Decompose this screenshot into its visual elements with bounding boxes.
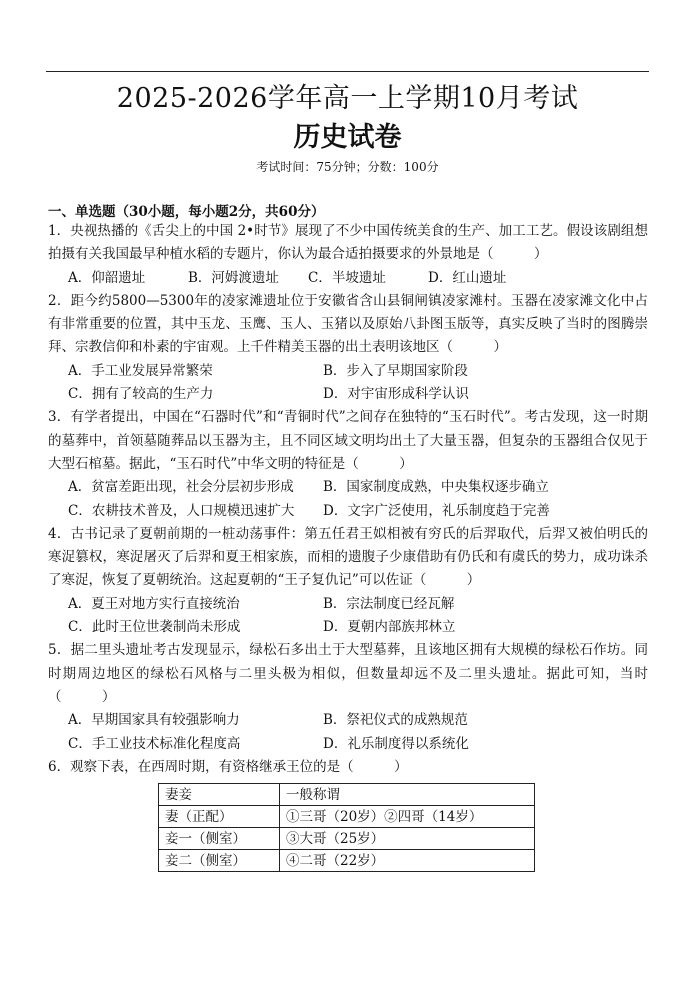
question-4 <box>48 523 648 639</box>
table-cell: ④二哥（22岁） <box>280 850 535 872</box>
exam-title: 2025-2026学年高一上学期10月考试 <box>116 83 579 114</box>
question-6 <box>48 756 648 872</box>
question-text: 1．央视热播的《舌尖上的中国 2•时节》展现了不少中国传统美食的生产、加工工艺。假设该剧组想拍摄有关我国最早种植水稻的专题片，你认为最合适拍摄要求的外景地是（ ） <box>48 223 648 263</box>
options-grid <box>48 593 648 640</box>
option-d[interactable]: D．红山遗址 <box>428 269 507 286</box>
option-a[interactable]: A．手工业发展异常繁荣 <box>68 362 213 379</box>
options-grid <box>48 709 648 756</box>
table-row <box>159 828 535 850</box>
option-b[interactable]: B．宗法制度已经瓦解 <box>323 595 455 612</box>
subject-title: 历史试卷 <box>293 122 402 153</box>
question-text: 2．距今约5800—5300年的凌家滩遗址位于安徽省含山县铜闸镇凌家滩村。玉器在凌家滩文化中占有非常重要的位置，其中玉龙、玉鹰、玉人、玉猪以及原始八卦图玉版等，真实反映了当时的图腾崇拜、宗教信仰和朴素的宇宙观。上千件精美玉器的出土表明该地区（ ） <box>48 292 648 356</box>
options-grid <box>48 360 648 407</box>
option-c[interactable]: C．拥有了较高的生产力 <box>68 386 214 403</box>
option-d[interactable]: D．夏朝内部族邦林立 <box>323 619 456 636</box>
question-5 <box>48 639 648 755</box>
question-text: 5．据二里头遗址考古发现显示，绿松石多出土于大型墓葬，且该地区拥有大规模的绿松石作坊。同时期周边地区的绿松石风格与二里头极为相似，但数量却远不及二里头遗址。据此可知，当时（ ） <box>48 642 648 705</box>
table-cell: ③大哥（25岁） <box>280 828 535 850</box>
option-c[interactable]: C．农耕技术普及，人口规模迅速扩大 <box>68 502 295 519</box>
question-text: 3．有学者提出，中国在“石器时代”和“青铜时代”之间存在独特的“玉石时代”。考古发现，这一时期的墓葬中，首领墓随葬品以玉器为主，且不同区域文明均出土了大量玉器，但复杂的玉器组合仅见于大型石棺墓。据此，“玉石时代”中华文明的特征是（ ） <box>48 409 648 472</box>
options-grid <box>48 476 648 523</box>
option-c[interactable]: C．此时王位世袭制尚未形成 <box>68 619 241 636</box>
question-1 <box>48 220 648 290</box>
options-row <box>48 267 648 290</box>
questions-container <box>48 220 648 872</box>
option-a[interactable]: A．贫富差距出现，社会分层初步形成 <box>68 479 294 496</box>
option-b[interactable]: B．步入了早期国家阶段 <box>323 362 468 379</box>
option-d[interactable]: D．文字广泛使用，礼乐制度趋于完善 <box>323 502 550 519</box>
question-text: 6．观察下表，在西周时期，有资格继承王位的是（ ） <box>48 758 408 775</box>
table-header-row <box>159 784 535 806</box>
question-2 <box>48 290 648 406</box>
table-header-cell: 一般称谓 <box>280 784 535 806</box>
table-cell: 妾二（侧室） <box>159 850 280 872</box>
option-a[interactable]: A．仰韶遗址 <box>68 269 146 286</box>
option-b[interactable]: B．河姆渡遗址 <box>188 269 279 286</box>
option-d[interactable]: D．对宇宙形成科学认识 <box>323 386 469 403</box>
table-row <box>159 850 535 872</box>
succession-table <box>158 783 535 872</box>
top-rule <box>46 71 649 72</box>
table-cell: ①三哥（20岁）②四哥（14岁） <box>280 806 535 828</box>
option-a[interactable]: A．夏王对地方实行直接统治 <box>68 595 240 612</box>
option-b[interactable]: B．祭祀仪式的成熟规范 <box>323 712 468 729</box>
question-3 <box>48 406 648 522</box>
table-cell: 妻（正配） <box>159 806 280 828</box>
table-row <box>159 806 535 828</box>
table-cell: 妾一（侧室） <box>159 828 280 850</box>
option-d[interactable]: D．礼乐制度得以系统化 <box>323 735 469 752</box>
question-text: 4．古书记录了夏朝前期的一桩动荡事件：第五任君王姒相被有穷氏的后羿取代，后羿又被伯明氏的寒浞篡权，寒浞屠灭了后羿和夏王相家族，而相的遗腹子少康借助有仍氏和有虞氏的势力，成功诛杀了寒浞，恢复了夏朝统治。这起夏朝的“王子复仇记”可以佐证（ ） <box>48 525 648 589</box>
table-header-cell: 妻妾 <box>159 784 280 806</box>
option-c[interactable]: C．半坡遗址 <box>308 269 386 286</box>
option-a[interactable]: A．早期国家具有较强影响力 <box>68 712 240 729</box>
option-c[interactable]: C．手工业技术标准化程度高 <box>68 735 241 752</box>
section-heading: 一、单选题（30小题，每小题2分，共60分） <box>48 204 325 220</box>
option-b[interactable]: B．国家制度成熟，中央集权逐步确立 <box>323 479 549 496</box>
exam-meta: 考试时间：75分钟；分数：100分 <box>256 160 439 174</box>
